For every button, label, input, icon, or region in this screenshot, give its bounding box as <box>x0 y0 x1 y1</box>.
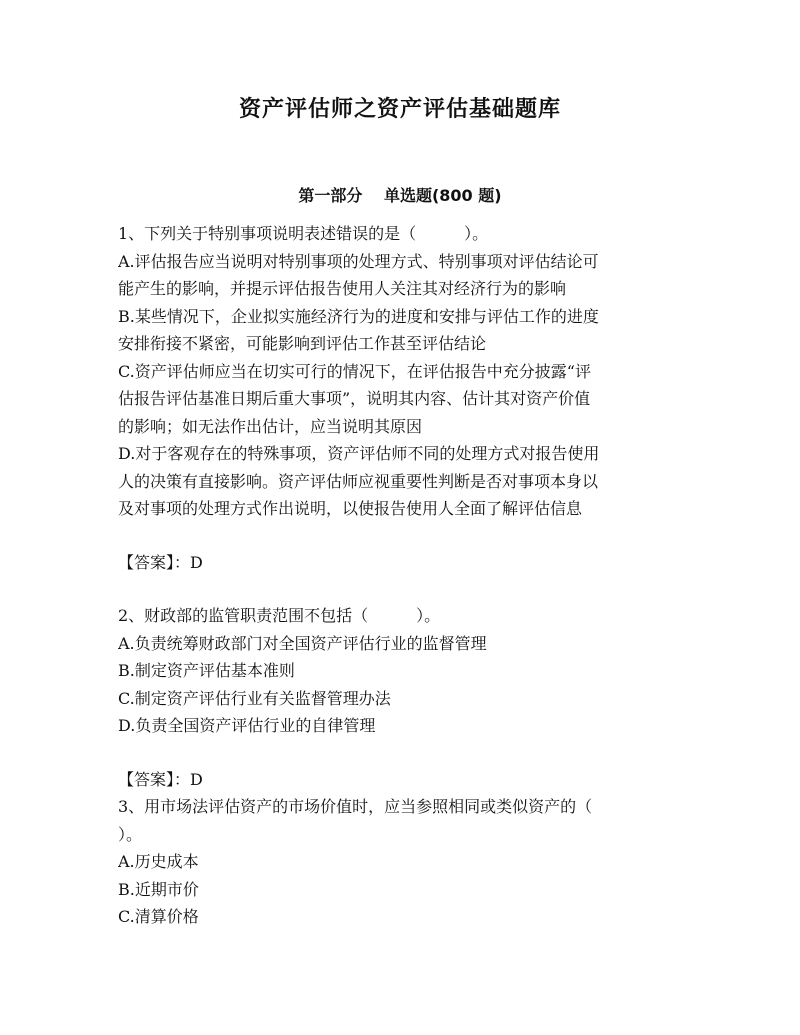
question-1-option-c-line-3: 的影响；如无法作出估计，应当说明其原因 <box>118 416 423 436</box>
question-2 <box>118 602 678 740</box>
question-3-option-a: A.历史成本 <box>118 852 199 871</box>
question-2-answer: 【答案】：D <box>118 769 203 789</box>
question-1-stem: 1、下列关于特别事项说明表述错误的是（ ）。 <box>118 224 489 243</box>
question-1-option-b-line-1: B.某些情况下，企业拟实施经济行为的进度和安排与评估工作的进度 <box>118 306 599 326</box>
question-1 <box>118 220 678 523</box>
document-title: 资产评估师之资产评估基础题库 <box>238 97 561 122</box>
question-3-option-c: C.清算价格 <box>118 907 199 926</box>
question-1-answer: 【答案】：D <box>118 552 203 572</box>
question-1-option-d-line-1: D.对于客观存在的特殊事项，资产评估师不同的处理方式对报告使用 <box>118 444 600 463</box>
question-1-option-c-line-2: 估报告评估基准日期后重大事项”，说明其内容、估计其对资产价值 <box>118 389 591 408</box>
question-2-option-c: C.制定资产评估行业有关监督管理办法 <box>118 688 391 708</box>
question-1-option-a-line-2: 能产生的影响，并提示评估报告使用人关注其对经济行为的影响 <box>118 279 567 298</box>
question-2-option-d: D.负责全国资产评估行业的自律管理 <box>118 716 376 735</box>
question-3 <box>118 793 678 931</box>
question-1-option-c-line-1: C.资产评估师应当在切实可行的情况下，在评估报告中充分披露“评 <box>118 361 591 381</box>
question-1-option-a-line-1: A.评估报告应当说明对特别事项的处理方式、特别事项对评估结论可 <box>118 251 599 271</box>
question-2-option-a: A.负责统筹财政部门对全国资产评估行业的监督管理 <box>118 633 487 653</box>
spacer <box>118 740 678 766</box>
question-1-option-d-line-3: 及对事项的处理方式作出说明，以使报告使用人全面了解评估信息 <box>118 499 583 518</box>
question-list <box>118 220 678 931</box>
question-3-stem-line-2: ）。 <box>118 824 143 844</box>
spacer <box>118 523 678 549</box>
question-1-option-d-line-2: 人的决策有直接影响。资产评估师应视重要性判断是否对事项本身以 <box>118 471 599 491</box>
spacer <box>118 576 678 602</box>
question-3-option-b: B.近期市价 <box>118 879 199 899</box>
section-heading: 第一部分 单选题(800 题) <box>298 186 502 205</box>
question-2-option-b: B.制定资产评估基本准则 <box>118 661 295 680</box>
question-1-option-b-line-2: 安排衔接不紧密，可能影响到评估工作甚至评估结论 <box>118 334 487 353</box>
question-2-stem: 2、财政部的监管职责范围不包括（ ）。 <box>118 606 441 625</box>
question-3-stem-line-1: 3、用市场法评估资产的市场价值时，应当参照相同或类似资产的（ <box>118 797 593 816</box>
